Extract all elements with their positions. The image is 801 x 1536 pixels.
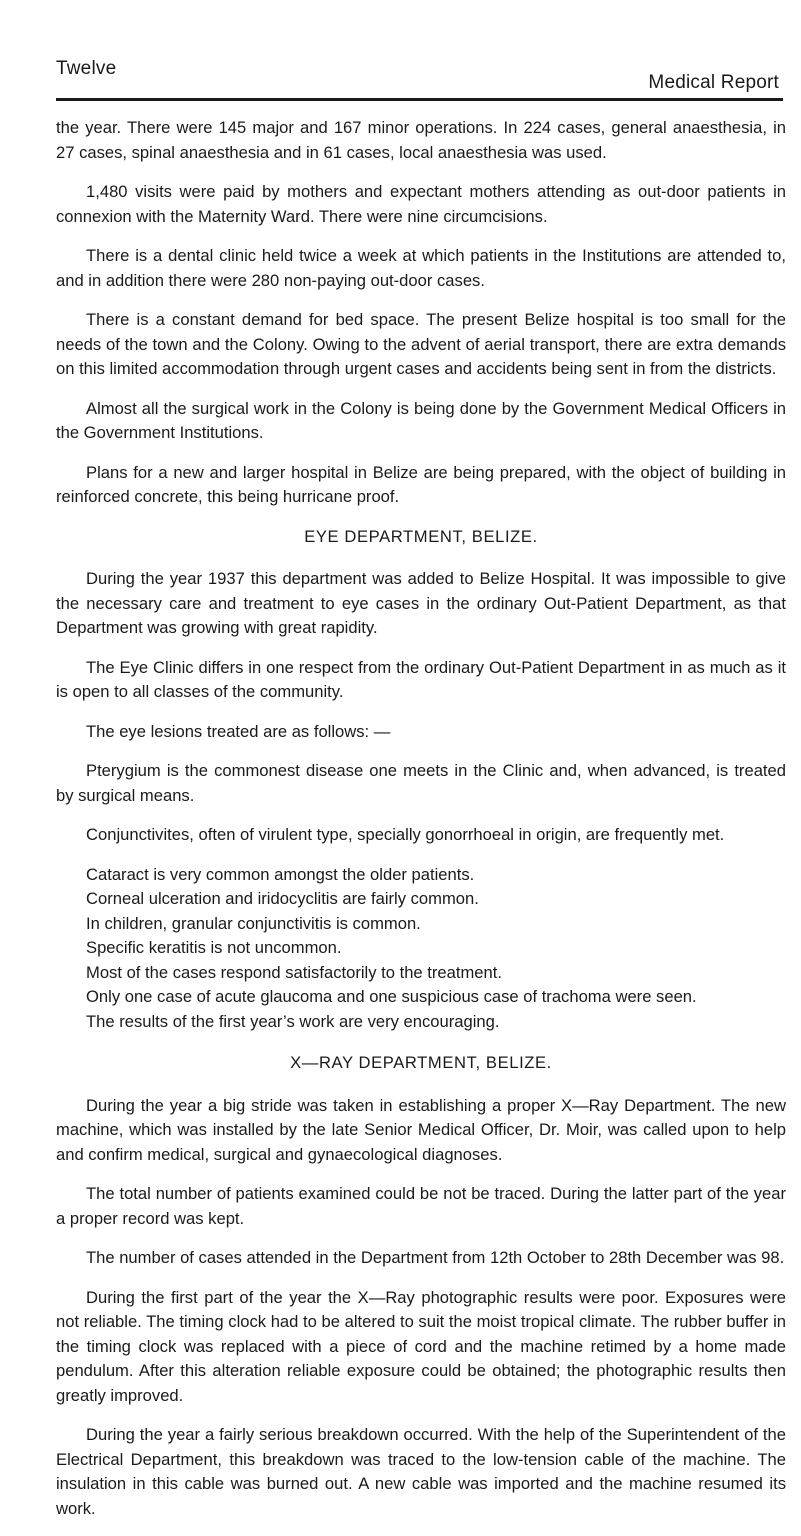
paragraph-new-hospital: Plans for a new and larger hospital in Belize are being prepared, with the object of building in reinforced concrete, this being hurricane proof. [56,462,786,506]
paragraph-surgical-work: Almost all the surgical work in the Colony is being done by the Government Medical Officers in the Government Institutions. [56,398,786,442]
paragraph-xray-cases: The number of cases attended in the Department from 12th October to 28th December was 98. [86,1248,785,1267]
eye-department-heading: EYE DEPARTMENT, BELIZE. [304,526,538,546]
document-body [56,116,786,1536]
paragraph-eye-lesions: The eye lesions treated are as follows: — [86,721,391,741]
paragraph-conjunctivites: Conjunctivites, often of virulent type, specially gonorrhoeal in origin, are frequently met. [86,825,725,844]
paragraph-xray-results: During the first part of the year the X—Ray photographic results were poor. Exposures were not reliable. The timing clock had to be altered to suit the moist tropical climate. The rubber buffer in the timing clock was replaced with a piece of cord and the machine retimed by a home made pendulum. After this alteration reliable exposure could be obtained; the photographic results then greatly improved. [56,1287,786,1405]
report-title: Medical Report [648,72,779,93]
page-number-label: Twelve [56,58,117,79]
list-item: Only one case of acute glaucoma and one suspicious case of trachoma were seen. [86,987,697,1006]
header-rule [56,98,783,101]
paragraph-bed-space: There is a constant demand for bed space. The present Belize hospital is too small for the needs of the town and the Colony. Owing to the advent of aerial transport, there are extra demands on this limited accommodation through urgent cases and accidents being sent in from the districts. [56,310,786,378]
paragraph-eye-added: During the year 1937 this department was added to Belize Hospital. It was impossible to give the necessary care and treatment to eye cases in the ordinary Out-Patient Department, as that Department was growing with great rapidity. [56,569,786,637]
list-item: The results of the first year’s work are very encouraging. [86,1011,500,1031]
list-item: Cataract is very common amongst the older patients. [86,864,475,884]
paragraph-xray-established: During the year a big stride was taken in establishing a proper X—Ray Department. The new machine, which was installed by the late Senior Medical Officer, Dr. Moir, was called upon to help and confirm medical, surgical and gynaecological diagnoses. [56,1095,786,1164]
paragraph-eye-clinic: The Eye Clinic differs in one respect from the ordinary Out-Patient Department in as much as it is open to all classes of the community. [56,657,786,701]
paragraph-maternity: 1,480 visits were paid by mothers and expectant mothers attending as out-door patients in connexion with the Maternity Ward. There were nine circumcisions. [56,182,786,226]
paragraph-pterygium: Pterygium is the commonest disease one meets in the Clinic and, when advanced, is treated by surgical means. [56,761,786,805]
list-item: Corneal ulceration and iridocyclitis are fairly common. [86,889,479,908]
list-item: Specific keratitis is not uncommon. [86,938,342,957]
eye-lesions-list [86,863,786,1035]
paragraph-xray-breakdown: During the year a fairly serious breakdown occurred. With the help of the Superintendent of the Electrical Department, this breakdown was traced to the low-tension cable of the machine. The insulation in this cable was burned out. A new cable was imported and the machine resumed its work. [56,1425,786,1518]
list-item: Most of the cases respond satisfactorily to the treatment. [86,962,502,982]
paragraph-dental: There is a dental clinic held twice a week at which patients in the Institutions are attended to, and in addition there were 280 non-paying out-door cases. [56,246,786,290]
xray-department-heading: X—RAY DEPARTMENT, BELIZE. [290,1053,552,1072]
page-header [56,58,783,98]
list-item: In children, granular conjunctivitis is common. [86,913,421,933]
paragraph-xray-total: The total number of patients examined could be not be traced. During the latter part of the year a proper record was kept. [56,1184,786,1228]
paragraph-operations: the year. There were 145 major and 167 minor operations. In 224 cases, general anaesthesia, in 27 cases, spinal anaesthesia and in 61 cases, local anaesthesia was used. [56,118,786,162]
